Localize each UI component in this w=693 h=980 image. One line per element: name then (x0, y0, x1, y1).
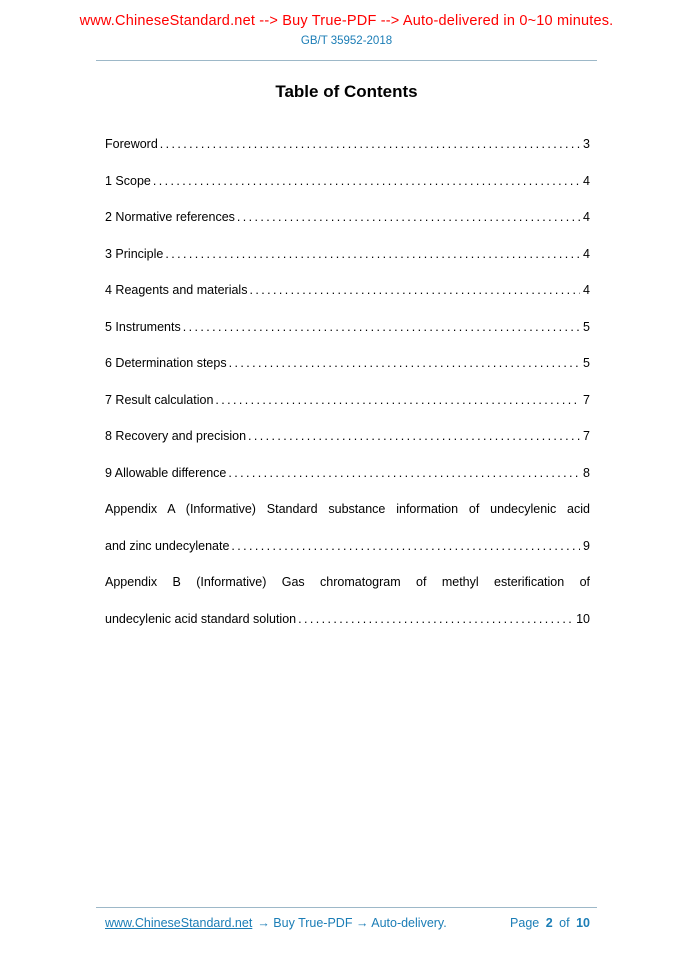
of-label: of (559, 916, 570, 930)
toc-entry-line1: Appendix A (Informative) Standard substance information of undecylenic acid (105, 502, 590, 516)
page-title: Table of Contents (275, 82, 418, 101)
footer-link[interactable]: www.ChineseStandard.net (105, 916, 253, 930)
dot-leader (229, 345, 580, 382)
toc-entry-label: 2 Normative references (105, 210, 235, 224)
toc-entry-label: 6 Determination steps (105, 356, 227, 370)
toc-entry (105, 272, 590, 309)
total-pages: 10 (576, 916, 590, 930)
dot-leader (153, 163, 580, 200)
dot-leader (228, 455, 580, 492)
toc-entry-label: 8 Recovery and precision (105, 429, 247, 443)
toc-entry-page: 4 (583, 173, 590, 188)
dot-leader (160, 126, 580, 163)
dot-leader (298, 601, 573, 638)
toc-entry-label: 3 Principle (105, 246, 164, 261)
toc-entry-appendix-a (105, 491, 590, 564)
toc-entry-page: 8 (583, 465, 590, 480)
header-divider (96, 60, 597, 61)
page-indicator (507, 916, 590, 930)
toc-entry-page: 4 (583, 246, 590, 261)
dot-leader (215, 382, 580, 419)
toc-entry-label: 1 Scope (105, 173, 151, 188)
toc-entry (105, 309, 590, 346)
toc-entry-appendix-b (105, 564, 590, 637)
toc-entry-page: 7 (583, 392, 590, 407)
dot-leader (237, 199, 580, 236)
dot-leader (231, 528, 580, 565)
toc-entry-page: 4 (583, 210, 590, 224)
toc-entry-label: 4 Reagents and materials (105, 283, 248, 297)
toc-entry-page: 10 (576, 611, 590, 626)
toc-entry (105, 455, 590, 492)
table-of-contents (105, 126, 590, 637)
toc-entry-line2 (105, 601, 590, 638)
dot-leader (165, 236, 580, 273)
toc-entry-label: and zinc undecylenate (105, 538, 230, 553)
toc-entry (105, 126, 590, 163)
toc-entry-label: 7 Result calculation (105, 392, 214, 407)
toc-entry-label: Foreword (105, 137, 158, 151)
page-number: 2 (545, 916, 553, 930)
toc-entry (105, 236, 590, 273)
toc-entry-line2 (105, 528, 590, 565)
toc-entry-line1: Appendix B (Informative) Gas chromatogram of methyl esterification of (105, 575, 590, 589)
toc-entry (105, 382, 590, 419)
footer-promo-text: → Buy True-PDF → Auto-delivery. (257, 916, 447, 930)
toc-entry-label: undecylenic acid standard solution (105, 611, 297, 626)
toc-entry-page: 5 (583, 356, 590, 370)
dot-leader (248, 418, 580, 455)
toc-entry (105, 345, 590, 382)
page-label: Page (510, 916, 540, 930)
dot-leader (183, 309, 580, 346)
toc-entry-page: 9 (583, 538, 590, 553)
header-promo-text: www.ChineseStandard.net --> Buy True-PDF --> Auto-delivered in 0~10 minutes. (79, 13, 614, 29)
toc-entry (105, 418, 590, 455)
toc-entry-page: 3 (583, 137, 590, 151)
standard-code: GB/T 35952-2018 (300, 35, 393, 47)
footer (105, 916, 590, 930)
toc-entry (105, 199, 590, 236)
toc-entry-label: 5 Instruments (105, 319, 181, 334)
toc-entry-page: 5 (583, 319, 590, 334)
toc-entry-page: 4 (583, 283, 590, 297)
footer-divider (96, 907, 597, 908)
dot-leader (249, 272, 580, 309)
toc-entry-page: 7 (583, 429, 590, 443)
toc-entry (105, 163, 590, 200)
toc-entry-label: 9 Allowable difference (105, 465, 227, 480)
footer-promo (105, 916, 447, 930)
